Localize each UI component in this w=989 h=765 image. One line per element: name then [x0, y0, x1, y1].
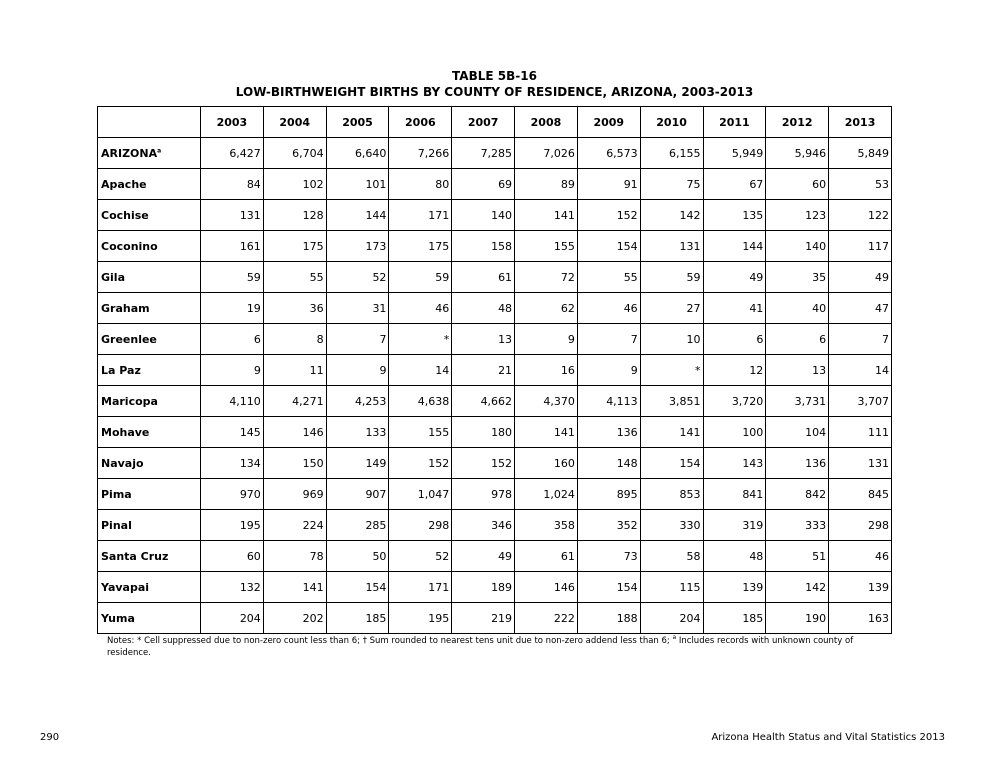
value-cell: 155 [515, 231, 578, 262]
value-cell: 161 [201, 231, 264, 262]
value-cell: 21 [452, 355, 515, 386]
value-cell: 60 [766, 169, 829, 200]
notes-text: Notes: * Cell suppressed due to non-zero count less than 6; † Sum rounded to nearest tens unit due to non-zero addend less than 6; [107, 635, 673, 646]
value-cell: 3,707 [829, 386, 892, 417]
value-cell: 907 [326, 479, 389, 510]
value-cell: 141 [640, 417, 703, 448]
value-cell: 175 [389, 231, 452, 262]
value-cell: 62 [515, 293, 578, 324]
value-cell: 141 [515, 417, 578, 448]
table-row [98, 262, 892, 293]
value-cell: 59 [201, 262, 264, 293]
value-cell: 7 [326, 324, 389, 355]
value-cell: 55 [263, 262, 326, 293]
value-cell: 171 [389, 572, 452, 603]
value-cell: 1,024 [515, 479, 578, 510]
value-cell: * [640, 355, 703, 386]
publication-title: Arizona Health Status and Vital Statistics 2013 [711, 732, 945, 743]
value-cell: 7 [577, 324, 640, 355]
value-cell: 142 [640, 200, 703, 231]
value-cell: 154 [577, 572, 640, 603]
value-cell: 59 [389, 262, 452, 293]
county-name-cell [98, 324, 201, 355]
value-cell: 35 [766, 262, 829, 293]
value-cell: 146 [263, 417, 326, 448]
value-cell: 5,849 [829, 138, 892, 169]
value-cell: 180 [452, 417, 515, 448]
county-name: Cochise [101, 208, 149, 222]
value-cell: 142 [766, 572, 829, 603]
county-name-cell [98, 200, 201, 231]
county-name: Pima [101, 487, 132, 501]
county-name: Mohave [101, 425, 150, 439]
value-cell: 75 [640, 169, 703, 200]
value-cell: 150 [263, 448, 326, 479]
county-name: Apache [101, 177, 147, 191]
value-cell: 49 [829, 262, 892, 293]
value-cell: 3,720 [703, 386, 766, 417]
value-cell: 195 [201, 510, 264, 541]
value-cell: 131 [829, 448, 892, 479]
value-cell: 6,704 [263, 138, 326, 169]
page-number: 290 [40, 732, 60, 743]
value-cell: 842 [766, 479, 829, 510]
value-cell: 4,253 [326, 386, 389, 417]
value-cell: 895 [577, 479, 640, 510]
value-cell: 78 [263, 541, 326, 572]
value-cell: 853 [640, 479, 703, 510]
corner-cell [98, 107, 201, 138]
county-name: Yavapai [101, 580, 150, 594]
value-cell: 139 [703, 572, 766, 603]
county-name-cell [98, 541, 201, 572]
county-name-cell [98, 169, 201, 200]
value-cell: 7,266 [389, 138, 452, 169]
table-row [98, 417, 892, 448]
table-title [0, 68, 989, 100]
value-cell: 49 [703, 262, 766, 293]
value-cell: 123 [766, 200, 829, 231]
table-row [98, 603, 892, 634]
value-cell: 31 [326, 293, 389, 324]
value-cell: 52 [326, 262, 389, 293]
value-cell: 136 [577, 417, 640, 448]
value-cell: 131 [640, 231, 703, 262]
county-name: Gila [101, 270, 125, 284]
county-name-cell [98, 138, 201, 169]
county-name-cell [98, 231, 201, 262]
year-header: 2008 [515, 107, 578, 138]
county-name: Yuma [101, 611, 135, 625]
value-cell: 160 [515, 448, 578, 479]
value-cell: 224 [263, 510, 326, 541]
value-cell: 298 [389, 510, 452, 541]
notes-superscript: a [672, 634, 677, 641]
value-cell: 4,271 [263, 386, 326, 417]
value-cell: 72 [515, 262, 578, 293]
value-cell: 978 [452, 479, 515, 510]
value-cell: 346 [452, 510, 515, 541]
value-cell: 135 [703, 200, 766, 231]
value-cell: 53 [829, 169, 892, 200]
county-name: Greenlee [101, 332, 157, 346]
value-cell: 188 [577, 603, 640, 634]
value-cell: 219 [452, 603, 515, 634]
value-cell: 148 [577, 448, 640, 479]
county-name: Pinal [101, 518, 132, 532]
county-name-cell [98, 293, 201, 324]
value-cell: 145 [201, 417, 264, 448]
value-cell: 298 [829, 510, 892, 541]
county-name: Maricopa [101, 394, 158, 408]
value-cell: 158 [452, 231, 515, 262]
value-cell: 6,573 [577, 138, 640, 169]
value-cell: 27 [640, 293, 703, 324]
value-cell: 67 [703, 169, 766, 200]
value-cell: 5,946 [766, 138, 829, 169]
year-header: 2003 [201, 107, 264, 138]
value-cell: 89 [515, 169, 578, 200]
value-cell: 36 [263, 293, 326, 324]
table-notes [107, 632, 892, 659]
value-cell: 3,731 [766, 386, 829, 417]
value-cell: 144 [703, 231, 766, 262]
footnote-marker: a [157, 146, 162, 154]
value-cell: 146 [515, 572, 578, 603]
value-cell: 6,155 [640, 138, 703, 169]
value-cell: 60 [201, 541, 264, 572]
value-cell: 131 [201, 200, 264, 231]
value-cell: 140 [766, 231, 829, 262]
value-cell: 969 [263, 479, 326, 510]
births-table [97, 106, 892, 634]
value-cell: 154 [577, 231, 640, 262]
value-cell: 139 [829, 572, 892, 603]
value-cell: 6,640 [326, 138, 389, 169]
table-row [98, 169, 892, 200]
value-cell: 9 [201, 355, 264, 386]
value-cell: 9 [326, 355, 389, 386]
county-name: Santa Cruz [101, 549, 169, 563]
value-cell: 115 [640, 572, 703, 603]
value-cell: 7,285 [452, 138, 515, 169]
value-cell: 7 [829, 324, 892, 355]
value-cell: 319 [703, 510, 766, 541]
value-cell: 5,949 [703, 138, 766, 169]
value-cell: 122 [829, 200, 892, 231]
value-cell: 13 [766, 355, 829, 386]
value-cell: 171 [389, 200, 452, 231]
notes-text-cont: Includes records with unknown county of residence. [107, 635, 854, 658]
value-cell: 4,638 [389, 386, 452, 417]
value-cell: 101 [326, 169, 389, 200]
year-header: 2005 [326, 107, 389, 138]
county-name-cell [98, 355, 201, 386]
table-number: TABLE 5B-16 [452, 69, 537, 83]
value-cell: 6 [703, 324, 766, 355]
value-cell: 134 [201, 448, 264, 479]
value-cell: 6 [766, 324, 829, 355]
value-cell: 128 [263, 200, 326, 231]
value-cell: 61 [515, 541, 578, 572]
value-cell: 1,047 [389, 479, 452, 510]
value-cell: 204 [201, 603, 264, 634]
value-cell: 48 [703, 541, 766, 572]
value-cell: 111 [829, 417, 892, 448]
year-header: 2007 [452, 107, 515, 138]
value-cell: 80 [389, 169, 452, 200]
value-cell: 14 [829, 355, 892, 386]
value-cell: 202 [263, 603, 326, 634]
value-cell: 69 [452, 169, 515, 200]
value-cell: 19 [201, 293, 264, 324]
table-row [98, 448, 892, 479]
value-cell: 41 [703, 293, 766, 324]
value-cell: 136 [766, 448, 829, 479]
value-cell: 152 [389, 448, 452, 479]
county-name: Graham [101, 301, 150, 315]
year-header: 2006 [389, 107, 452, 138]
value-cell: 175 [263, 231, 326, 262]
county-name: ARIZONA [101, 146, 158, 160]
value-cell: 102 [263, 169, 326, 200]
year-header: 2010 [640, 107, 703, 138]
table-caption: LOW-BIRTHWEIGHT BIRTHS BY COUNTY OF RESIDENCE, ARIZONA, 2003-2013 [235, 85, 754, 99]
value-cell: 46 [829, 541, 892, 572]
value-cell: 155 [389, 417, 452, 448]
table-row [98, 293, 892, 324]
county-name-cell [98, 386, 201, 417]
value-cell: 58 [640, 541, 703, 572]
value-cell: 144 [326, 200, 389, 231]
table-row [98, 138, 892, 169]
value-cell: 4,662 [452, 386, 515, 417]
value-cell: 61 [452, 262, 515, 293]
value-cell: 8 [263, 324, 326, 355]
table-row [98, 231, 892, 262]
value-cell: 222 [515, 603, 578, 634]
value-cell: 6 [201, 324, 264, 355]
value-cell: 46 [577, 293, 640, 324]
county-name: La Paz [101, 363, 141, 377]
value-cell: * [389, 324, 452, 355]
value-cell: 189 [452, 572, 515, 603]
value-cell: 9 [577, 355, 640, 386]
county-name: Coconino [101, 239, 158, 253]
value-cell: 40 [766, 293, 829, 324]
table-row [98, 479, 892, 510]
value-cell: 173 [326, 231, 389, 262]
value-cell: 152 [452, 448, 515, 479]
year-header: 2004 [263, 107, 326, 138]
value-cell: 84 [201, 169, 264, 200]
county-name-cell [98, 603, 201, 634]
value-cell: 14 [389, 355, 452, 386]
value-cell: 12 [703, 355, 766, 386]
county-name-cell [98, 479, 201, 510]
value-cell: 190 [766, 603, 829, 634]
value-cell: 185 [703, 603, 766, 634]
value-cell: 13 [452, 324, 515, 355]
value-cell: 55 [577, 262, 640, 293]
value-cell: 285 [326, 510, 389, 541]
value-cell: 154 [326, 572, 389, 603]
value-cell: 845 [829, 479, 892, 510]
value-cell: 141 [515, 200, 578, 231]
year-header: 2009 [577, 107, 640, 138]
county-name-cell [98, 572, 201, 603]
value-cell: 163 [829, 603, 892, 634]
table-row [98, 200, 892, 231]
value-cell: 9 [515, 324, 578, 355]
value-cell: 73 [577, 541, 640, 572]
county-name-cell [98, 262, 201, 293]
value-cell: 4,370 [515, 386, 578, 417]
county-name-cell [98, 417, 201, 448]
value-cell: 7,026 [515, 138, 578, 169]
value-cell: 117 [829, 231, 892, 262]
value-cell: 48 [452, 293, 515, 324]
value-cell: 4,113 [577, 386, 640, 417]
value-cell: 185 [326, 603, 389, 634]
table-row [98, 386, 892, 417]
value-cell: 16 [515, 355, 578, 386]
year-header: 2013 [829, 107, 892, 138]
county-name: Navajo [101, 456, 144, 470]
value-cell: 358 [515, 510, 578, 541]
value-cell: 141 [263, 572, 326, 603]
value-cell: 50 [326, 541, 389, 572]
table-header-row [98, 107, 892, 138]
value-cell: 47 [829, 293, 892, 324]
value-cell: 132 [201, 572, 264, 603]
value-cell: 104 [766, 417, 829, 448]
value-cell: 6,427 [201, 138, 264, 169]
value-cell: 51 [766, 541, 829, 572]
value-cell: 11 [263, 355, 326, 386]
value-cell: 49 [452, 541, 515, 572]
value-cell: 970 [201, 479, 264, 510]
value-cell: 4,110 [201, 386, 264, 417]
value-cell: 100 [703, 417, 766, 448]
value-cell: 59 [640, 262, 703, 293]
value-cell: 204 [640, 603, 703, 634]
table-row [98, 572, 892, 603]
value-cell: 140 [452, 200, 515, 231]
year-header: 2012 [766, 107, 829, 138]
value-cell: 333 [766, 510, 829, 541]
value-cell: 52 [389, 541, 452, 572]
year-header: 2011 [703, 107, 766, 138]
value-cell: 195 [389, 603, 452, 634]
value-cell: 154 [640, 448, 703, 479]
value-cell: 91 [577, 169, 640, 200]
county-name-cell [98, 448, 201, 479]
value-cell: 3,851 [640, 386, 703, 417]
value-cell: 352 [577, 510, 640, 541]
value-cell: 149 [326, 448, 389, 479]
value-cell: 330 [640, 510, 703, 541]
county-name-cell [98, 510, 201, 541]
table-row [98, 324, 892, 355]
value-cell: 152 [577, 200, 640, 231]
table-row [98, 541, 892, 572]
value-cell: 841 [703, 479, 766, 510]
value-cell: 143 [703, 448, 766, 479]
value-cell: 46 [389, 293, 452, 324]
value-cell: 10 [640, 324, 703, 355]
table-row [98, 355, 892, 386]
value-cell: 133 [326, 417, 389, 448]
table-row [98, 510, 892, 541]
